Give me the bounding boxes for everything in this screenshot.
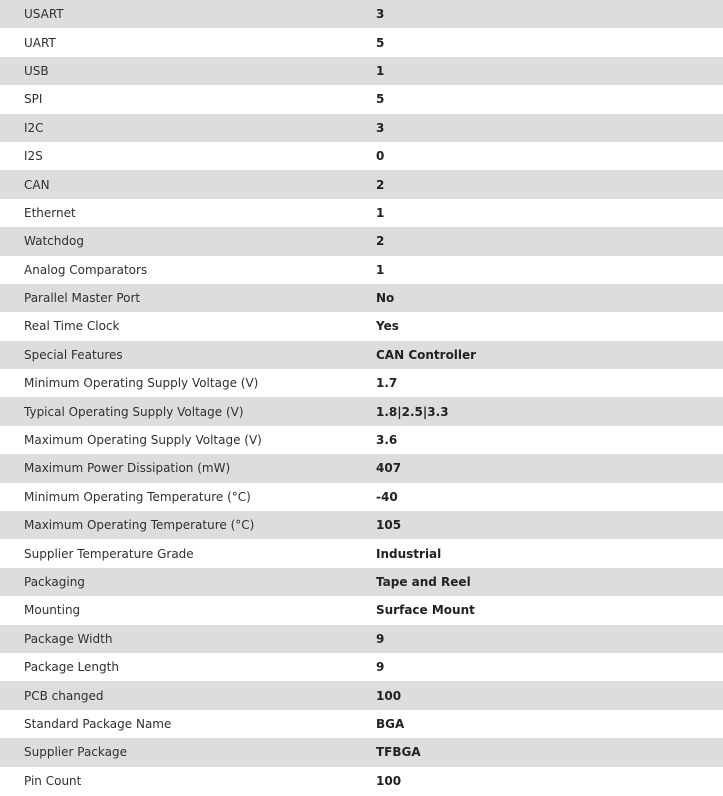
- spec-row-pin-count: [0, 767, 723, 795]
- spec-value: 1.7: [376, 369, 723, 397]
- spec-label: Minimum Operating Supply Voltage (V): [0, 369, 376, 397]
- spec-row-i2c: [0, 114, 723, 142]
- spec-label: I2S: [0, 142, 376, 170]
- spec-row-watchdog: [0, 227, 723, 255]
- spec-row-i2s: [0, 142, 723, 170]
- spec-label: PCB changed: [0, 681, 376, 709]
- spec-value: 9: [376, 653, 723, 681]
- spec-label: Pin Count: [0, 767, 376, 795]
- spec-value: 5: [376, 28, 723, 56]
- spec-value: Industrial: [376, 539, 723, 567]
- spec-row-max-power-dissipation: [0, 454, 723, 482]
- spec-row-can: [0, 170, 723, 198]
- spec-label: Minimum Operating Temperature (°C): [0, 483, 376, 511]
- spec-value: BGA: [376, 710, 723, 738]
- spec-row-pcb-changed: [0, 681, 723, 709]
- spec-value: 3: [376, 114, 723, 142]
- spec-label: Real Time Clock: [0, 312, 376, 340]
- spec-value: 100: [376, 681, 723, 709]
- spec-label: Supplier Package: [0, 738, 376, 766]
- spec-label: USB: [0, 57, 376, 85]
- spec-row-supplier-package: [0, 738, 723, 766]
- spec-label: Parallel Master Port: [0, 284, 376, 312]
- spec-row-max-operating-temperature: [0, 511, 723, 539]
- spec-value: 0: [376, 142, 723, 170]
- spec-label: Typical Operating Supply Voltage (V): [0, 397, 376, 425]
- spec-value: -40: [376, 483, 723, 511]
- spec-row-typ-supply-voltage: [0, 397, 723, 425]
- spec-row-real-time-clock: [0, 312, 723, 340]
- spec-value: TFBGA: [376, 738, 723, 766]
- spec-label: Supplier Temperature Grade: [0, 539, 376, 567]
- spec-value: 1: [376, 256, 723, 284]
- spec-value: 105: [376, 511, 723, 539]
- spec-row-spi: [0, 85, 723, 113]
- spec-row-uart: [0, 28, 723, 56]
- spec-label: Analog Comparators: [0, 256, 376, 284]
- spec-value: 5: [376, 85, 723, 113]
- spec-value: 3: [376, 0, 723, 28]
- spec-label: Maximum Operating Temperature (°C): [0, 511, 376, 539]
- spec-value: Tape and Reel: [376, 568, 723, 596]
- spec-value: 2: [376, 227, 723, 255]
- spec-row-special-features: [0, 341, 723, 369]
- spec-row-standard-package-name: [0, 710, 723, 738]
- spec-value: 2: [376, 170, 723, 198]
- spec-value: No: [376, 284, 723, 312]
- spec-label: Packaging: [0, 568, 376, 596]
- spec-label: Standard Package Name: [0, 710, 376, 738]
- spec-label: CAN: [0, 170, 376, 198]
- spec-value: Surface Mount: [376, 596, 723, 624]
- spec-row-usart: [0, 0, 723, 28]
- spec-row-supplier-temperature-grade: [0, 539, 723, 567]
- spec-row-min-operating-temperature: [0, 483, 723, 511]
- spec-row-mounting: [0, 596, 723, 624]
- spec-row-max-supply-voltage: [0, 426, 723, 454]
- spec-label: SPI: [0, 85, 376, 113]
- spec-value: Yes: [376, 312, 723, 340]
- spec-row-package-length: [0, 653, 723, 681]
- spec-label: Package Length: [0, 653, 376, 681]
- spec-label: Mounting: [0, 596, 376, 624]
- spec-row-packaging: [0, 568, 723, 596]
- spec-label: UART: [0, 28, 376, 56]
- spec-label: Maximum Operating Supply Voltage (V): [0, 426, 376, 454]
- spec-value: 100: [376, 767, 723, 795]
- spec-label: Special Features: [0, 341, 376, 369]
- spec-label: USART: [0, 0, 376, 28]
- spec-row-parallel-master-port: [0, 284, 723, 312]
- spec-value: CAN Controller: [376, 341, 723, 369]
- spec-value: 1.8|2.5|3.3: [376, 397, 723, 425]
- spec-value: 1: [376, 199, 723, 227]
- spec-value: 9: [376, 625, 723, 653]
- spec-label: Ethernet: [0, 199, 376, 227]
- spec-value: 3.6: [376, 426, 723, 454]
- spec-row-ethernet: [0, 199, 723, 227]
- spec-row-min-supply-voltage: [0, 369, 723, 397]
- spec-label: Package Width: [0, 625, 376, 653]
- spec-row-package-width: [0, 625, 723, 653]
- spec-label: Maximum Power Dissipation (mW): [0, 454, 376, 482]
- spec-value: 1: [376, 57, 723, 85]
- spec-row-usb: [0, 57, 723, 85]
- spec-label: I2C: [0, 114, 376, 142]
- spec-row-analog-comparators: [0, 256, 723, 284]
- spec-label: Watchdog: [0, 227, 376, 255]
- spec-value: 407: [376, 454, 723, 482]
